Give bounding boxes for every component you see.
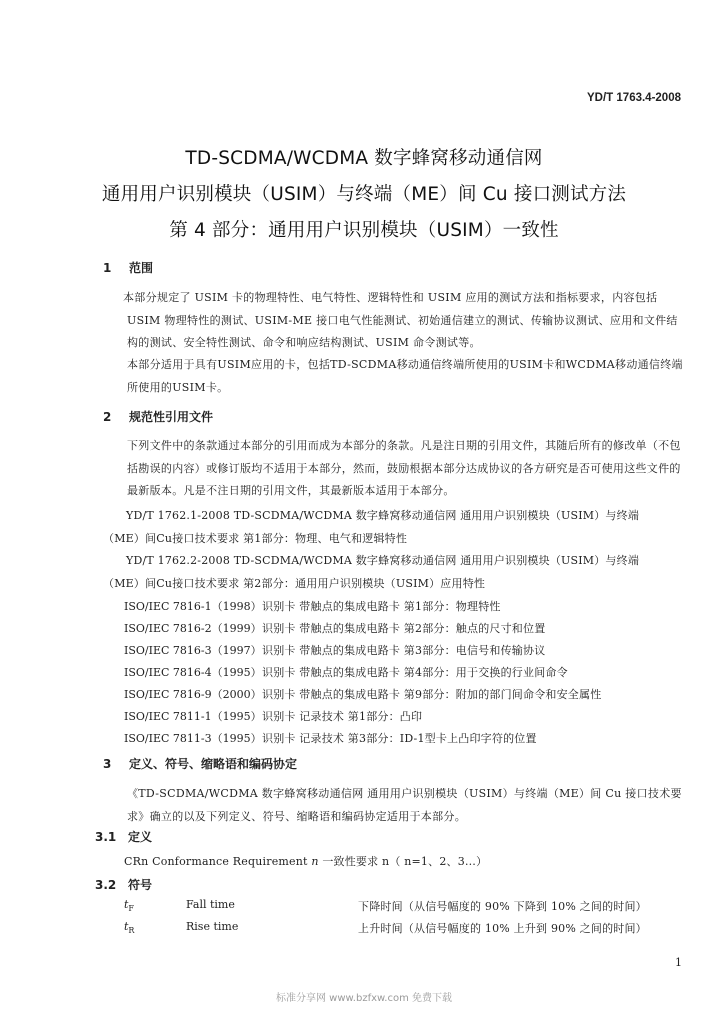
page-number: 1 bbox=[675, 956, 682, 969]
iso-reference-title: 识别卡 记录技术 第1部分：凸印 bbox=[262, 710, 423, 723]
reference-yd-1-line-2: （ME）间Cu接口技术要求 第1部分：物理、电气和逻辑特性 bbox=[103, 532, 408, 545]
subsection-number: 3.1 bbox=[95, 830, 117, 844]
subsection-number: 3.2 bbox=[95, 878, 117, 892]
subsection-3-1-heading bbox=[95, 828, 152, 845]
section-title: 规范性引用文件 bbox=[129, 410, 214, 424]
iso-reference-standard: ISO/IEC 7816-2（1999） bbox=[124, 622, 262, 635]
reference-yd-2-line-1: YD/T 1762.2-2008 TD-SCDMA/WCDMA 数字蜂窝移动通信网 通用用户识别模块（USIM）与终端 bbox=[126, 554, 640, 567]
standard-code: YD/T 1763.4-2008 bbox=[587, 92, 681, 104]
iso-reference-title: 识别卡 带触点的集成电路卡 第1部分：物理特性 bbox=[262, 600, 501, 613]
symbol-term: Rise time bbox=[186, 920, 239, 933]
iso-reference-title: 识别卡 记录技术 第3部分：ID-1型卡上凸印字符的位置 bbox=[262, 732, 537, 745]
definition-entry bbox=[124, 853, 487, 869]
reference-yd-2-line-2: （ME）间Cu接口技术要求 第2部分：通用用户识别模块（USIM）应用特性 bbox=[103, 577, 486, 590]
symbol: $t_F$ bbox=[124, 898, 134, 914]
section-1-paragraph-2: 本部分适用于具有USIM应用的卡，包括TD-SCDMA移动通信终端所使用的USIM卡和WCDMA移动通信终端所使用的USIM卡。 bbox=[127, 358, 683, 394]
symbol-definition: 上升时间（从信号幅度的 10% 上升到 90% 之间的时间） bbox=[358, 922, 647, 935]
reference-yd-1-line-1: YD/T 1762.1-2008 TD-SCDMA/WCDMA 数字蜂窝移动通信网 通用用户识别模块（USIM）与终端 bbox=[126, 509, 640, 522]
iso-reference-standard: ISO/IEC 7811-3（1995） bbox=[124, 732, 262, 745]
definition-term: CRn Conformance Requirement bbox=[124, 855, 312, 868]
subsection-title: 符号 bbox=[128, 878, 153, 892]
section-2-intro: 下列文件中的条款通过本部分的引用而成为本部分的条款。凡是注日期的引用文件，其随后所有的修改单（不包括勘误的内容）或修订版均不适用于本部分，然而，鼓励根据本部分达成协议的各方研究是否可使用这些文件的最新版本。凡是不注日期的引用文件，其最新版本适用于本部分。 bbox=[127, 439, 681, 497]
section-3-heading bbox=[103, 755, 297, 772]
definition-text: 一致性要求 n（ n=1、2、3…） bbox=[318, 855, 488, 868]
section-2-heading bbox=[103, 408, 213, 425]
iso-reference-standard: ISO/IEC 7811-1（1995） bbox=[124, 710, 262, 723]
symbol: $t_R$ bbox=[124, 920, 135, 936]
title-line-2: 通用用户识别模块（USIM）与终端（ME）间 Cu 接口测试方法 bbox=[101, 184, 627, 205]
subsection-title: 定义 bbox=[128, 830, 153, 844]
section-3-intro: 《TD-SCDMA/WCDMA 数字蜂窝移动通信网 通用用户识别模块（USIM）与终端（ME）间 Cu 接口技术要求》确立的以及下列定义、符号、缩略语和编码协定适用于本部分。 bbox=[127, 787, 682, 823]
watermark: 标准分享网 www.bzfxw.com 免费下载 bbox=[276, 993, 452, 1004]
definition-variable: n bbox=[311, 855, 319, 868]
title-line-3: 第 4 部分：通用用户识别模块（USIM）一致性 bbox=[169, 220, 559, 241]
subsection-3-2-heading bbox=[95, 876, 152, 893]
section-1-heading bbox=[103, 259, 153, 276]
iso-reference-title: 识别卡 带触点的集成电路卡 第9部分：附加的部门间命令和安全属性 bbox=[262, 688, 602, 701]
iso-reference-title: 识别卡 带触点的集成电路卡 第2部分：触点的尺寸和位置 bbox=[262, 622, 546, 635]
symbol-term: Fall time bbox=[186, 898, 235, 911]
iso-reference-standard: ISO/IEC 7816-9（2000） bbox=[124, 688, 262, 701]
section-1-paragraph-1: 本部分规定了 USIM 卡的物理特性、电气特性、逻辑特性和 USIM 应用的测试方法和指标要求，内容包括 USIM 物理特性的测试、USIM-ME 接口电气性能测试、初始通信建立的测试、传输协议测试、应用和文件结构的测试、安全特性测试、命令和响应结构测试、USIM 命令测试等。 bbox=[123, 291, 678, 349]
iso-reference-standard: ISO/IEC 7816-4（1995） bbox=[124, 666, 262, 679]
title-line-1: TD-SCDMA/WCDMA 数字蜂窝移动通信网 bbox=[185, 148, 543, 169]
iso-reference-standard: ISO/IEC 7816-3（1997） bbox=[124, 644, 262, 657]
section-number: 3 bbox=[103, 757, 112, 771]
iso-reference-title: 识别卡 带触点的集成电路卡 第3部分：电信号和传输协议 bbox=[262, 644, 546, 657]
section-number: 2 bbox=[103, 410, 112, 424]
iso-reference-title: 识别卡 带触点的集成电路卡 第4部分：用于交换的行业间命令 bbox=[262, 666, 568, 679]
iso-reference-standard: ISO/IEC 7816-1（1998） bbox=[124, 600, 262, 613]
section-title: 范围 bbox=[129, 261, 154, 275]
symbol-definition: 下降时间（从信号幅度的 90% 下降到 10% 之间的时间） bbox=[358, 900, 647, 913]
section-title: 定义、符号、缩略语和编码协定 bbox=[129, 757, 298, 771]
section-number: 1 bbox=[103, 261, 112, 275]
